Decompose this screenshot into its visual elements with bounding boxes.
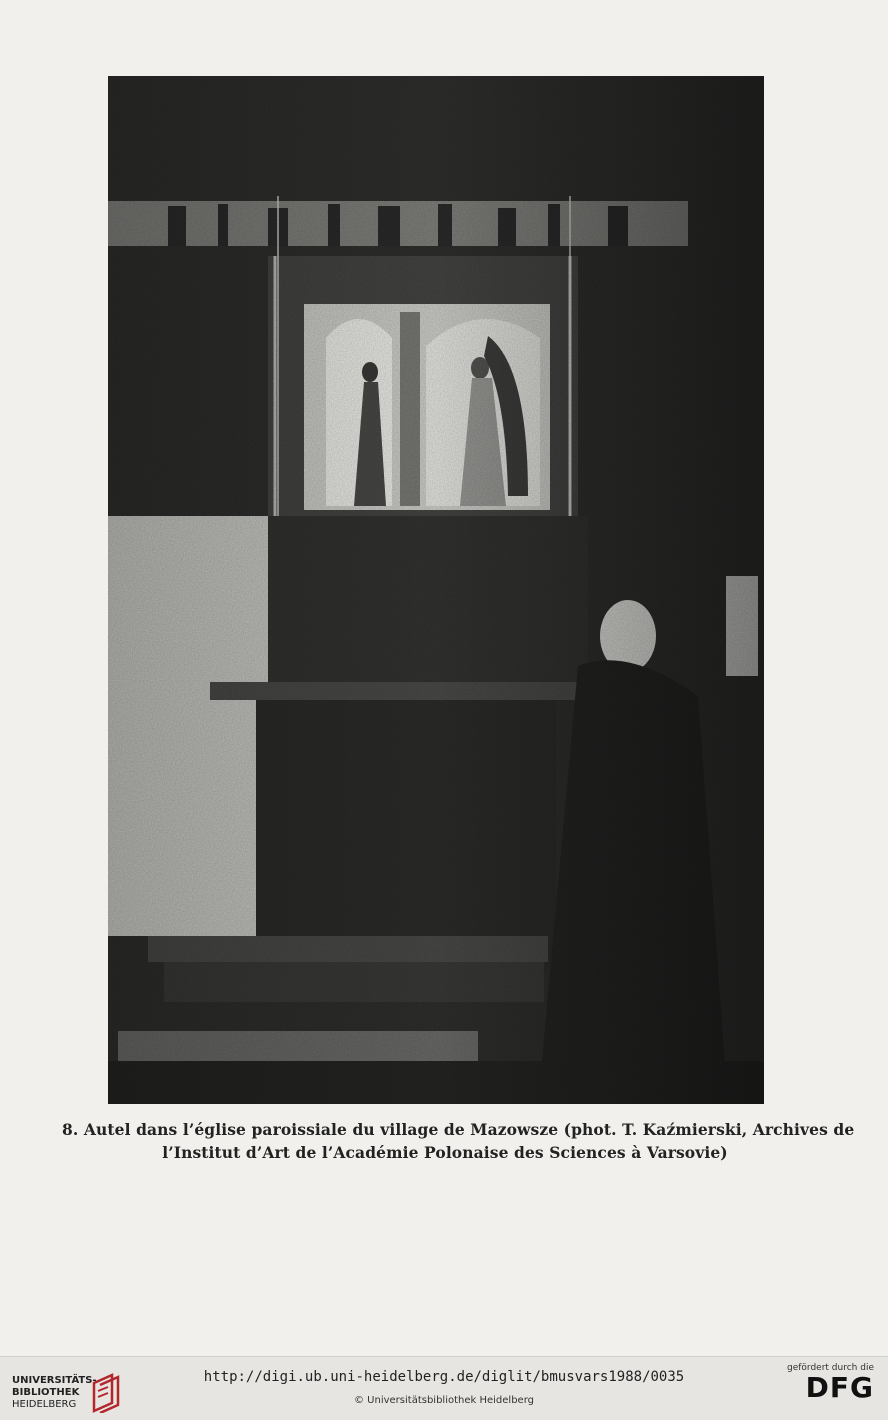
altar-photo-drawing (108, 76, 764, 1104)
page-url[interactable]: http://digi.ub.uni-heidelberg.de/diglit/bmusvars1988/0035 (203, 1369, 685, 1385)
library-name-line-2: BIBLIOTHEK (12, 1387, 80, 1398)
dfg-wordmark: DFG (805, 1371, 874, 1404)
funding-label: gefördert durch die (787, 1363, 874, 1373)
library-name-line-3: HEIDELBERG (12, 1399, 77, 1410)
viewer-footer (0, 1356, 888, 1420)
copyright-notice: © Universitätsbibliothek Heidelberg (353, 1395, 534, 1406)
altar-photograph (108, 76, 764, 1104)
dfg-logo[interactable] (778, 1363, 874, 1403)
library-name-line-1: UNIVERSITÄTS- (12, 1375, 97, 1386)
caption-line-1: 8. Autel dans l’église paroissiale du village de Mazowsze (phot. T. Kaźmierski, Archives de (62, 1120, 855, 1139)
figure-caption (62, 1118, 855, 1164)
caption-line-2: l’Institut d’Art de l’Académie Polonaise des Sciences à Varsovie) (162, 1143, 728, 1162)
